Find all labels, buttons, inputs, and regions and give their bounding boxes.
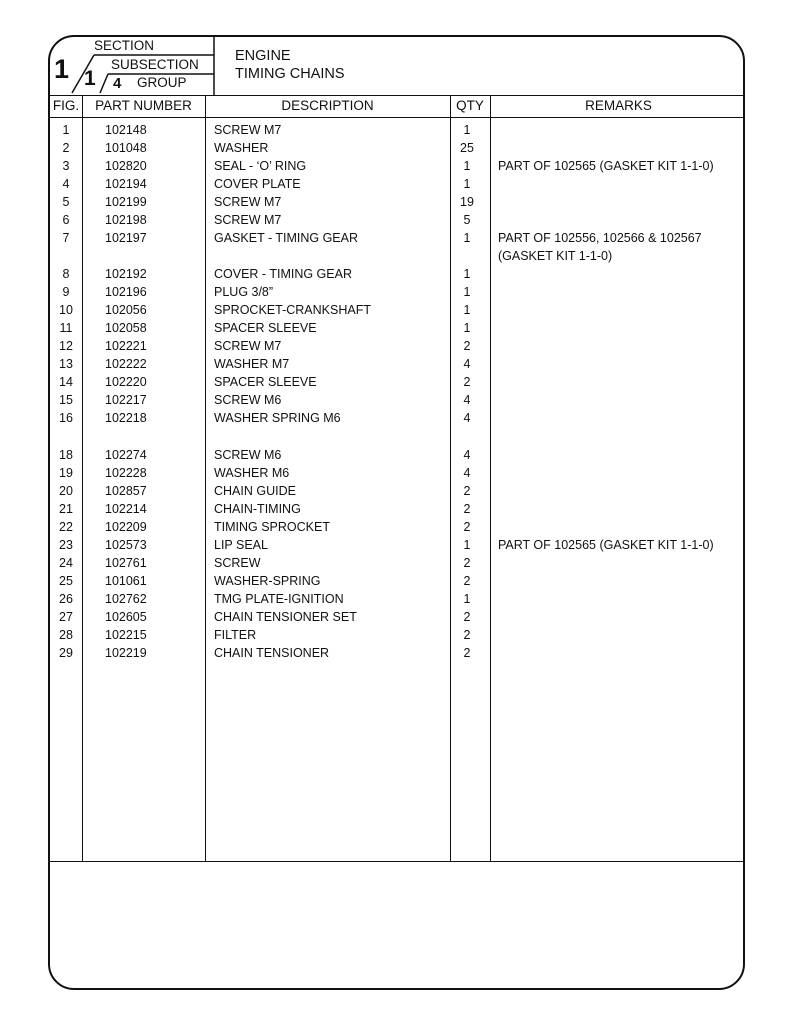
part-number-cell: 102058 (105, 321, 147, 335)
part-number-cell: 102199 (105, 195, 147, 209)
part-number-cell: 102221 (105, 339, 147, 353)
fig-cell: 16 (59, 411, 73, 425)
qty-cell: 25 (460, 141, 474, 155)
table-row (50, 482, 743, 500)
table-row (50, 554, 743, 572)
header-rules (50, 37, 250, 95)
fig-cell: 5 (62, 195, 70, 209)
qty-cell: 1 (463, 123, 471, 137)
page-title-line2: TIMING CHAINS (235, 66, 345, 82)
table-row (50, 319, 743, 337)
part-number-cell: 102222 (105, 357, 147, 371)
fig-cell: 23 (59, 538, 73, 552)
table-row (50, 644, 743, 662)
fig-cell: 24 (59, 556, 73, 570)
description-cell: SPACER SLEEVE (214, 375, 317, 389)
description-cell: CHAIN TENSIONER SET (214, 610, 357, 624)
table-row (50, 193, 743, 211)
table-row (50, 265, 743, 283)
table-row (50, 572, 743, 590)
description-cell: WASHER (214, 141, 269, 155)
description-cell: GASKET - TIMING GEAR (214, 231, 359, 245)
qty-cell: 2 (463, 646, 471, 660)
description-cell: TIMING SPROCKET (214, 520, 330, 534)
section-label: SECTION (94, 38, 155, 53)
description-cell: CHAIN TENSIONER (214, 646, 330, 660)
table-row (50, 391, 743, 409)
fig-cell: 14 (59, 375, 73, 389)
qty-cell: 1 (463, 285, 471, 299)
description-cell: SCREW (214, 556, 261, 570)
description-cell: SEAL - ‘O’ RING (214, 159, 307, 173)
page-title-line1: ENGINE (235, 48, 291, 64)
part-number-cell: 102219 (105, 646, 147, 660)
fig-cell: 25 (59, 574, 73, 588)
qty-cell: 2 (463, 339, 471, 353)
description-cell: SCREW M7 (214, 195, 282, 209)
qty-cell: 2 (463, 556, 471, 570)
qty-cell: 1 (463, 231, 471, 245)
remarks-cell-continued: (GASKET KIT 1-1-0) (498, 249, 613, 263)
fig-cell: 20 (59, 484, 73, 498)
table-row (50, 121, 743, 139)
remarks-cell: PART OF 102556, 102566 & 102567 (498, 231, 702, 245)
fig-cell: 26 (59, 592, 73, 606)
qty-cell: 19 (460, 195, 474, 209)
section-number: 1 (54, 54, 70, 84)
qty-cell: 2 (463, 484, 471, 498)
col-header-remarks: REMARKS (585, 98, 652, 113)
part-number-cell: 102148 (105, 123, 147, 137)
table-row (50, 409, 743, 427)
description-cell: WASHER M6 (214, 466, 290, 480)
table-bottom-rule (50, 861, 743, 862)
fig-cell: 27 (59, 610, 73, 624)
part-number-cell: 102573 (105, 538, 147, 552)
qty-cell: 2 (463, 520, 471, 534)
fig-cell: 3 (62, 159, 70, 173)
table-row (50, 590, 743, 608)
part-number-cell: 102056 (105, 303, 147, 317)
part-number-cell: 102209 (105, 520, 147, 534)
part-number-cell: 102228 (105, 466, 147, 480)
part-number-cell: 102762 (105, 592, 147, 606)
table-row (50, 373, 743, 391)
description-cell: WASHER-SPRING (214, 574, 321, 588)
part-number-cell: 102605 (105, 610, 147, 624)
fig-cell: 13 (59, 357, 73, 371)
description-cell: PLUG 3/8” (214, 285, 274, 299)
part-number-cell: 102198 (105, 213, 147, 227)
col-header-description: DESCRIPTION (281, 98, 374, 113)
table-row (50, 464, 743, 482)
table-row (50, 139, 743, 157)
subsection-label: SUBSECTION (111, 57, 199, 72)
fig-cell: 9 (62, 285, 70, 299)
part-number-cell: 102220 (105, 375, 147, 389)
description-cell: SCREW M6 (214, 393, 282, 407)
part-number-cell: 102217 (105, 393, 147, 407)
column-header-divider (50, 117, 743, 118)
table-row (50, 337, 743, 355)
fig-cell: 29 (59, 646, 73, 660)
qty-cell: 2 (463, 375, 471, 389)
description-cell: FILTER (214, 628, 257, 642)
description-cell: COVER - TIMING GEAR (214, 267, 352, 281)
qty-cell: 4 (463, 411, 471, 425)
fig-cell: 21 (59, 502, 73, 516)
table-row (50, 626, 743, 644)
table-row (50, 608, 743, 626)
part-number-cell: 102274 (105, 448, 147, 462)
qty-cell: 4 (463, 357, 471, 371)
qty-cell: 1 (463, 303, 471, 317)
fig-cell: 8 (62, 267, 70, 281)
description-cell: TMG PLATE-IGNITION (214, 592, 344, 606)
fig-cell: 19 (59, 466, 73, 480)
table-row (50, 175, 743, 193)
table-row (50, 211, 743, 229)
qty-cell: 1 (463, 538, 471, 552)
description-cell: SCREW M7 (214, 213, 282, 227)
part-number-cell: 102215 (105, 628, 147, 642)
table-row (50, 518, 743, 536)
remarks-cell: PART OF 102565 (GASKET KIT 1-1-0) (498, 159, 714, 173)
description-cell: CHAIN GUIDE (214, 484, 296, 498)
table-row (50, 157, 743, 175)
header-block (50, 37, 743, 95)
fig-cell: 1 (62, 123, 70, 137)
fig-cell: 7 (62, 231, 70, 245)
qty-cell: 2 (463, 502, 471, 516)
part-number-cell: 102761 (105, 556, 147, 570)
qty-cell: 4 (463, 393, 471, 407)
description-cell: SCREW M7 (214, 123, 282, 137)
description-cell: WASHER M7 (214, 357, 290, 371)
fig-cell: 2 (62, 141, 70, 155)
table-row (50, 500, 743, 518)
table-row (50, 536, 743, 554)
description-cell: CHAIN-TIMING (214, 502, 301, 516)
description-cell: WASHER SPRING M6 (214, 411, 341, 425)
fig-cell: 10 (59, 303, 73, 317)
qty-cell: 2 (463, 574, 471, 588)
table-row (50, 355, 743, 373)
part-number-cell: 102192 (105, 267, 147, 281)
qty-cell: 1 (463, 177, 471, 191)
qty-cell: 4 (463, 448, 471, 462)
part-number-cell: 102196 (105, 285, 147, 299)
fig-cell: 22 (59, 520, 73, 534)
description-cell: LIP SEAL (214, 538, 268, 552)
description-cell: SPACER SLEEVE (214, 321, 317, 335)
table-row (50, 301, 743, 319)
description-cell: SPROCKET-CRANKSHAFT (214, 303, 371, 317)
qty-cell: 2 (463, 628, 471, 642)
part-number-cell: 101061 (105, 574, 147, 588)
remarks-cell: PART OF 102565 (GASKET KIT 1-1-0) (498, 538, 714, 552)
col-header-qty: QTY (456, 98, 484, 113)
fig-cell: 28 (59, 628, 73, 642)
description-cell: SCREW M7 (214, 339, 282, 353)
part-number-cell: 102820 (105, 159, 147, 173)
fig-cell: 12 (59, 339, 73, 353)
table-row (50, 283, 743, 301)
col-header-fig: FIG. (52, 98, 80, 113)
parts-list-frame (48, 35, 745, 990)
qty-cell: 5 (463, 213, 471, 227)
fig-cell: 11 (59, 321, 73, 335)
part-number-cell: 102194 (105, 177, 147, 191)
fig-cell: 4 (62, 177, 70, 191)
part-number-cell: 102857 (105, 484, 147, 498)
fig-cell: 6 (62, 213, 70, 227)
qty-cell: 1 (463, 592, 471, 606)
fig-cell: 18 (59, 448, 73, 462)
description-cell: SCREW M6 (214, 448, 282, 462)
qty-cell: 1 (463, 267, 471, 281)
fig-cell: 15 (59, 393, 73, 407)
qty-cell: 1 (463, 321, 471, 335)
part-number-cell: 102218 (105, 411, 147, 425)
qty-cell: 4 (463, 466, 471, 480)
qty-cell: 2 (463, 610, 471, 624)
description-cell: COVER PLATE (214, 177, 301, 191)
col-header-part-number: PART NUMBER (95, 98, 192, 113)
part-number-cell: 101048 (105, 141, 147, 155)
table-row (50, 446, 743, 464)
subsection-number: 1 (84, 67, 96, 90)
group-number: 4 (113, 75, 122, 92)
group-label: GROUP (137, 75, 187, 90)
part-number-cell: 102214 (105, 502, 147, 516)
part-number-cell: 102197 (105, 231, 147, 245)
table-row (50, 229, 743, 263)
qty-cell: 1 (463, 159, 471, 173)
